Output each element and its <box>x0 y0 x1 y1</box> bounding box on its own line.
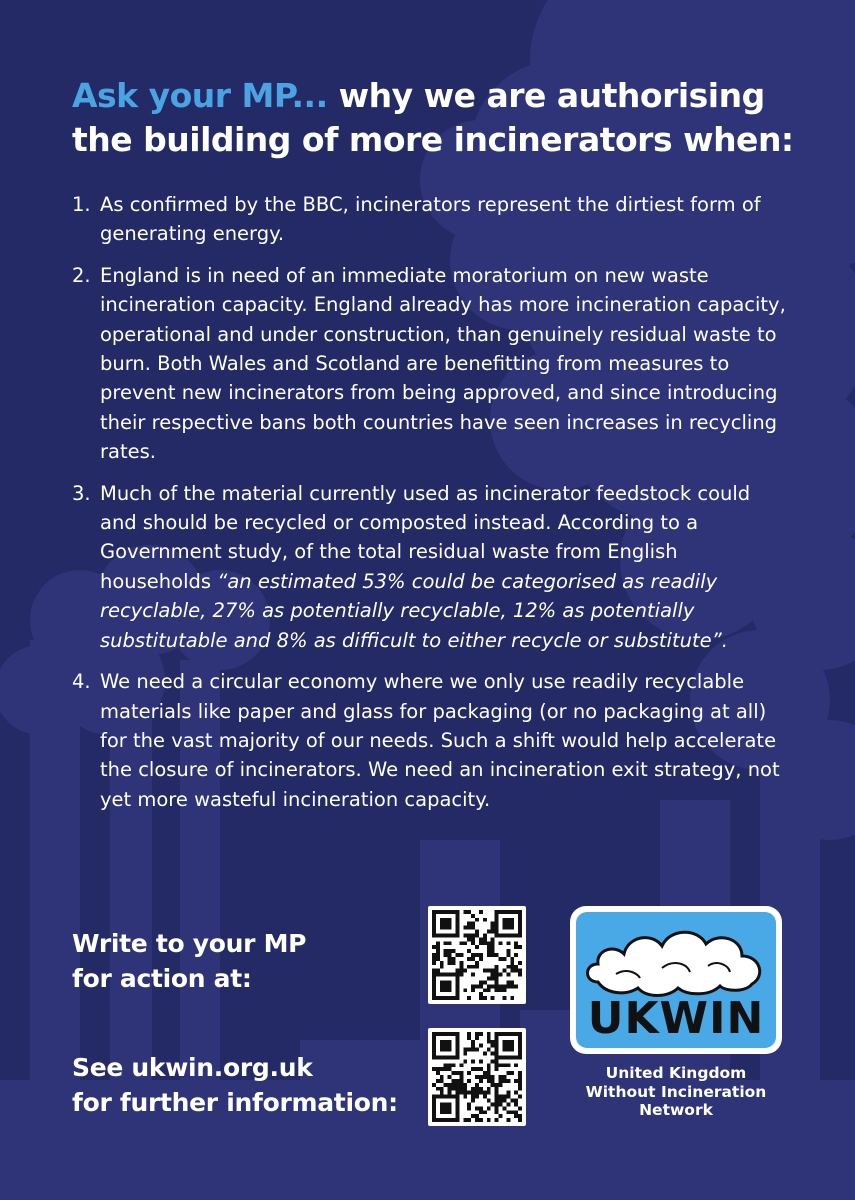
points-list <box>72 190 792 826</box>
list-number: 1. <box>72 193 91 216</box>
cta-line: Write to your MP <box>72 929 307 958</box>
qr-code-icon <box>428 906 526 1004</box>
headline-rest: why we are authorising the building of more incinerators when: <box>72 76 794 159</box>
qr-code-icon <box>428 1028 526 1126</box>
list-quote: “an estimated 53% could be categorised as readily recyclable, 27% as potentially recyclable, 12% as potentially substitutable and 8% as difficult to either recycle or substitute”. <box>100 569 728 652</box>
cta-line: for action at: <box>72 964 252 993</box>
list-item <box>72 190 792 249</box>
logo-wordmark: UKWIN <box>587 993 765 1044</box>
list-text: As confirmed by the BBC, incinerators represent the dirtiest form of generating energy. <box>100 193 761 246</box>
cta-line: for further information: <box>72 1088 398 1117</box>
ukwin-logo <box>570 906 782 1054</box>
list-number: 2. <box>72 263 91 287</box>
qr-code-website[interactable] <box>428 1028 526 1126</box>
list-text: Much of the material currently used as incinerator feedstock could and should be recycled or composted instead. According to a Government study, of the total residual waste from English households <box>100 481 751 593</box>
qr-code-write-mp[interactable] <box>428 906 526 1004</box>
org-name-line: Network <box>639 1101 713 1119</box>
headline-accent: Ask your MP... <box>72 76 328 115</box>
write-to-mp-text <box>72 926 402 996</box>
org-name-line: United Kingdom <box>605 1064 747 1082</box>
logo-panel <box>576 912 776 1048</box>
list-item <box>72 667 792 814</box>
cta-line: See ukwin.org.uk <box>72 1053 313 1082</box>
list-item <box>72 261 792 467</box>
list-text: England is in need of an immediate moratorium on new waste incineration capacity. England already has more incineration capacity, operational and under construction, than genuinely residual waste to burn. Both Wales and Scotland are benefitting from measures to prevent new incinerators from being approved, and since introducing their respective bans both countries have seen increases in recycling rates. <box>100 263 786 464</box>
list-text: We need a circular economy where we only use readily recyclable materials like paper and glass for packaging (or no packaging at all) for the vast majority of our needs. Such a shift would help accelerate the closure of incinerators. We need an incineration exit strategy, not yet more wasteful incineration capacity. <box>100 670 780 811</box>
list-number: 3. <box>72 481 91 505</box>
org-name-line: Without Incineration <box>585 1082 767 1101</box>
see-website-text <box>72 1050 402 1120</box>
headline <box>72 74 832 162</box>
list-number: 4. <box>72 670 91 694</box>
organisation-name <box>562 1064 790 1120</box>
list-item <box>72 479 792 655</box>
